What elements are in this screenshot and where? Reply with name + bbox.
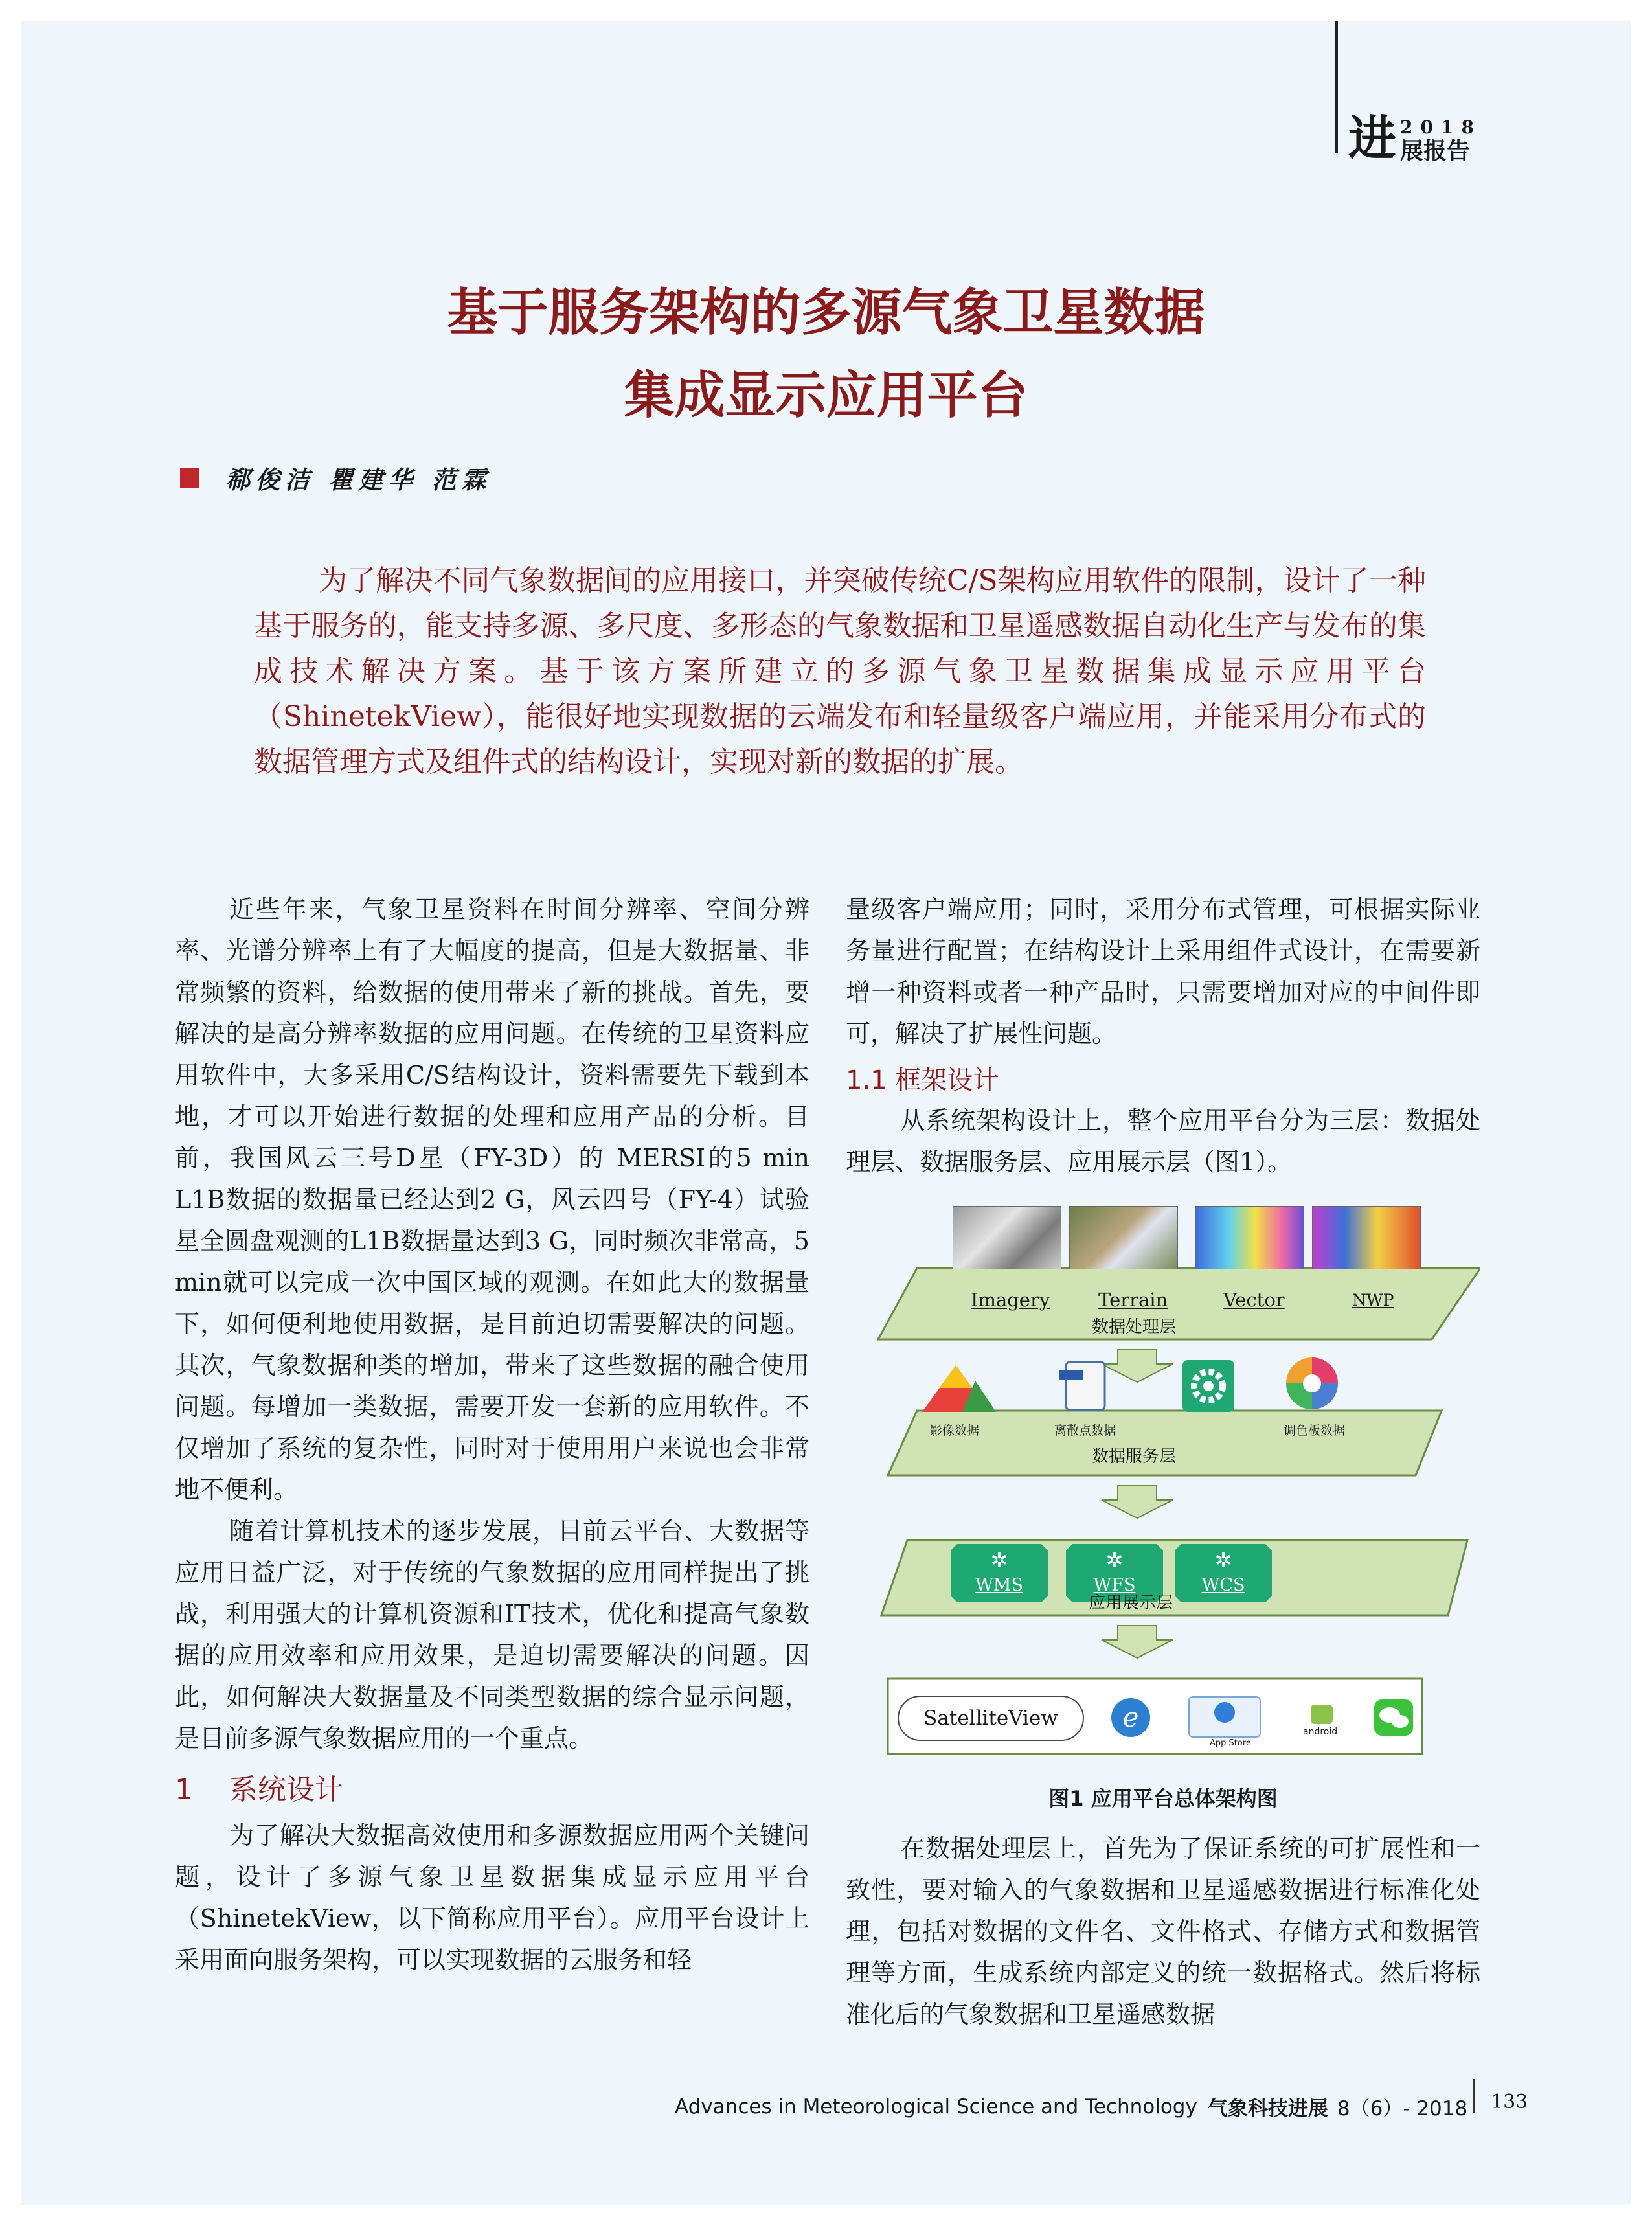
wms-label[interactable]: WMS [975,1575,1023,1595]
architecture-diagram [846,1203,1480,1773]
terrain-thumbnail [1069,1206,1178,1269]
page-footer [675,2092,1467,2121]
continued-paragraph: 量级客户端应用；同时，采用分布式管理，可根据实际业务量进行配置；在结构设计上采用组件式设计，在需要新增一种资料或者一种产品时，只需要增加对应的中间件即可，解决了扩展性问题。 [846,895,1480,1048]
left-column [175,889,809,1981]
author-marker-square [180,468,199,488]
satelliteview-client[interactable]: SatelliteView [898,1696,1084,1741]
app-store-logo [1214,1702,1235,1723]
author-line [180,460,491,495]
journal-issue: 8（6）- 2018 [1337,2097,1468,2120]
section-1-paragraph: 为了解决大数据高效使用和多源数据应用两个关键问题，设计了多源气象卫星数据集成显示应用平台（ShinetekView，以下简称应用平台）。应用平台设计上采用面向服务架构，可以实现数据的云服务和轻 [175,1821,809,1974]
wcs-label[interactable]: WCS [1201,1575,1245,1595]
intro-paragraph-2: 随着计算机技术的逐步发展，目前云平台、大数据等应用日益广泛，对于传统的气象数据的应用同样提出了挑战，利用强大的计算机资源和IT技术，优化和提高气象数据的应用效率和应用效果，是迫切需要解决的问题。因此，如何解决大数据量及不同类型数据的综合显示问题，是目前多源气象数据应用的一个重点。 [175,1517,809,1753]
down-arrow-2 [1102,1486,1173,1518]
vector-thumbnail [1195,1206,1304,1269]
ie-browser-glyph: e [1122,1701,1139,1733]
android-icon [1311,1705,1333,1724]
journal-name-en: Advances in Meteorological Science and Technology [675,2095,1197,2118]
figure-1 [846,1203,1480,1815]
footer-rule [1473,2079,1475,2113]
vector-link[interactable]: Vector [1223,1289,1285,1311]
discrete-point-data-icon [1066,1362,1105,1410]
abstract-text: 为了解决不同气象数据间的应用接口，并突破传统C/S架构应用软件的限制，设计了一种基于服务的，能支持多源、多尺度、多形态的气象数据和卫星遥感数据自动化生产与发布的集成技术解决方案。基于该方案所建立的多源气象卫星数据集成显示应用平台（ShinetekView），能很好地实现数据的云端发布和轻量级客户端应用，并能采用分布式的数据管理方式及组件式的结构设计，实现对新的数据的扩展。 [254,564,1426,778]
palette-data-label: 调色板数据 [1284,1424,1346,1438]
wfs-label[interactable]: WFS [1093,1575,1136,1595]
imagery-link[interactable]: Imagery [971,1289,1050,1311]
svg-text:✲: ✲ [1105,1548,1124,1573]
discrete-point-data-tag [1059,1370,1083,1380]
series-logo-char: 进 [1348,111,1396,166]
imagery-thumbnail [953,1206,1061,1269]
section-heading-1 [175,1769,809,1811]
intro-paragraph-1: 近些年来，气象卫星资料在时间分辨率、空间分辨率、光谱分辨率上有了大幅度的提高，但是大数据量、非常频繁的资料，给数据的使用带来了新的挑战。首先，要解决的是高分辨率数据的应用问题。在传统的卫星资料应用软件中，大多采用C/S结构设计，资料需要先下载到本地，才可以开始进行数据的处理和应用产品的分析。目前，我国风云三号D星（FY-3D）的 MERSI的5 min L1B数据的数据量已经达到2 G，风云四号（FY-4）试验星全圆盘观测的L1B数据量达到3 G，同时频次非常高，5 min就可以完成一次中国区域的观测。在如此大的数据量下，如何便利地使用数据，是目前迫切需要解决的问题。其次，气象数据种类的增加，带来了这些数据的融合使用问题。每增加一类数据，需要开发一套新的应用软件。不仅增加了系统的复杂性，同时对于使用用户来说也会非常地不便利。 [175,895,809,1504]
gear-icon-center [1203,1381,1214,1391]
subsection-heading-1-1: 1.1 框架设计 [846,1065,999,1095]
page-number: 133 [1491,2091,1528,2113]
down-arrow-3 [1102,1626,1173,1658]
header-rule [1335,21,1338,153]
framework-paragraph: 从系统架构设计上，整个应用平台分为三层：数据处理层、数据服务层、应用展示层（图1）。 [846,1106,1480,1176]
service-layer-label: 数据服务层 [1092,1447,1177,1466]
wcs-service[interactable] [1175,1544,1272,1602]
section-heading-text: 系统设计 [229,1773,343,1806]
figure-caption: 图1 应用平台总体架构图 [1048,1786,1278,1811]
abstract [254,558,1426,785]
svg-text:✲: ✲ [1214,1548,1232,1573]
nwp-thumbnail [1312,1206,1421,1269]
image-data-pyramid-top [940,1365,972,1388]
android-label: android [1303,1727,1338,1737]
wechat-bubble-2 [1392,1715,1409,1728]
app-store-label: App Store [1210,1738,1251,1748]
article-title-line-1: 基于服务架构的多源气象卫星数据 [447,284,1205,342]
processing-layer-paragraph: 在数据处理层上，首先为了保证系统的可扩展性和一致性，要对输入的气象数据和卫星遥感数据进行标准化处理，包括对数据的文件名、文件格式、存储方式和数据管理等方面，生成系统内部定义的统一数据格式。然后将标准化后的气象数据和卫星遥感数据 [846,1834,1480,2028]
nwp-link[interactable]: NWP [1352,1291,1394,1310]
down-arrow-1 [1102,1350,1173,1382]
discrete-point-data-label: 离散点数据 [1054,1424,1116,1438]
series-logo-subtitle: 展报告 [1400,137,1471,165]
journal-page [21,21,1631,2205]
processing-layer-label: 数据处理层 [1092,1317,1177,1337]
series-logo [1348,111,1482,166]
series-logo-year: 2018 [1400,117,1482,138]
section-heading-number: 1 [175,1773,193,1806]
svg-text:✲: ✲ [990,1548,1008,1573]
display-layer-label: 应用展示层 [1089,1593,1173,1613]
terrain-link[interactable]: Terrain [1098,1289,1168,1311]
journal-name-cn: 气象科技进展 [1207,2097,1328,2120]
palette-wheel-center [1303,1374,1321,1392]
right-column [846,889,1480,2035]
image-data-label: 影像数据 [930,1424,980,1438]
author-names: 郗俊洁 瞿建华 范霖 [225,465,492,494]
wms-service[interactable] [951,1544,1048,1602]
article-title-line-2: 集成显示应用平台 [624,367,1028,425]
